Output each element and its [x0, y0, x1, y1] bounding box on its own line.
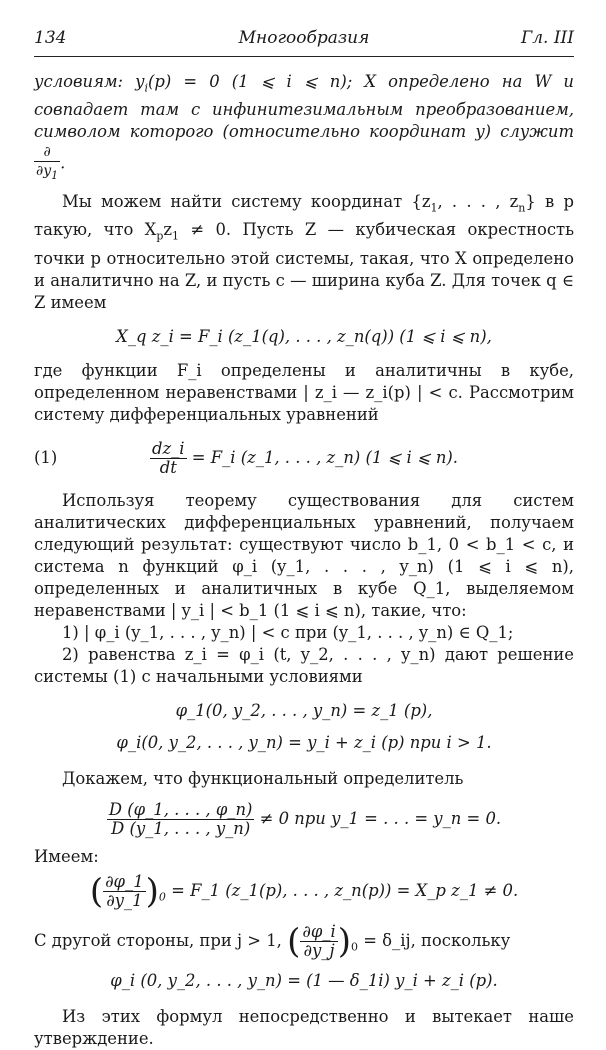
equation-jacobian: $\frac{D (\varphi\_1, . . . , \varphi\_n)}{D (y\_1, . . . , y\_n)}$ ≠ 0 при y_1 = . . . = y_n = 0. [108, 799, 502, 838]
page-number: 134 [34, 28, 67, 48]
equation-partial-derivative: ( $\frac{\partial\varphi\_1}{\partial y\_1}$ )$_0$ = F_1 (z_1(p), . . . , z_n(p)) = X_p z_1 ≠ 0. [89, 871, 519, 912]
page [34, 28, 574, 1050]
paragraph-existence-theorem: Используя теорему существования для систем аналитических дифференциальных уравнений, получаем следующий результат: существуют число b_1, 0 < b_1 < c, и система n функций φ_i (y_1, . . . , y_n) (1 ⩽ i ⩽ n), определенных и аналитичных в кубе Q_1, выделяемом неравенствами | y_i | < b_1 (1 ⩽ i ⩽ n), такие, что: [34, 490, 574, 620]
equation-label: (1) [34, 447, 58, 467]
chapter-label: Гл. III [520, 28, 574, 48]
list-item-1: 1) | φ_i (y_1, . . . , y_n) | < c при (y_1, . . . , y_n) ∈ Q_1; [62, 622, 514, 642]
paragraph-conditions: условиям: $y_i(p) = 0$ (1 ⩽ i ⩽ n); X определено на W и совпадает там с инфинитезимальным преобразованием, символом которого (относительно координат y) служит $\frac{\partial}{\partial y_1}$ . [34, 72, 574, 183]
paragraph-coordinates: Мы можем найти систему координат {$z_1$, . . . , $z_n$} в p такую, что $X_pz_1 \ne 0$. Пусть Z — кубическая окрестность точки p относительно этой системы, такая, что X определено и аналитично на Z, и пусть c — ширина куба Z. Для точек q ∈ Z имеем [34, 192, 574, 312]
paragraph-conclusion: Из этих формул непосредственно и вытекает наше утверждение. [34, 1006, 574, 1048]
equation-initial-i: φ_i(0, y_2, . . . , y_n) = y_i + z_i (p) при i > 1. [116, 732, 492, 752]
paragraph-determinant-intro: Докажем, что функциональный определитель [62, 768, 464, 788]
header-rule [34, 56, 574, 57]
equation-phi-i: φ_i (0, y_2, . . . , y_n) = (1 — δ_1i) y_i + z_i (p). [110, 970, 498, 990]
running-header [34, 28, 574, 52]
paragraph-other-side: С другой стороны, при j > 1, ( $\frac{\partial\varphi\_i}{\partial y\_j}$ )$_0$ = δ_ij, поскольку [34, 921, 511, 962]
equation-1: (1) $\frac{dz\_i}{dt}$ = F_i (z_1, . . . , z_n) (1 ⩽ i ⩽ n). [34, 438, 459, 477]
equation-initial-1: φ_1(0, y_2, . . . , y_n) = z_1 (p), [175, 700, 433, 720]
list-item-2: 2) равенства z_i = φ_i (t, y_2, . . . , y_n) дают решение системы (1) с начальными условиями [34, 644, 574, 686]
equation-xq: X_q z_i = F_i (z_1(q), . . . , z_n(q)) (1 ⩽ i ⩽ n), [116, 326, 492, 346]
paragraph-functions-fi: где функции F_i определены и аналитичны в кубе, определенном неравенствами | z_i — z_i(p) | < c. Рассмотрим систему дифференциальных уравнений [34, 360, 574, 424]
running-title: Многообразия [238, 28, 370, 48]
paragraph-we-have: Имеем: [34, 846, 99, 866]
